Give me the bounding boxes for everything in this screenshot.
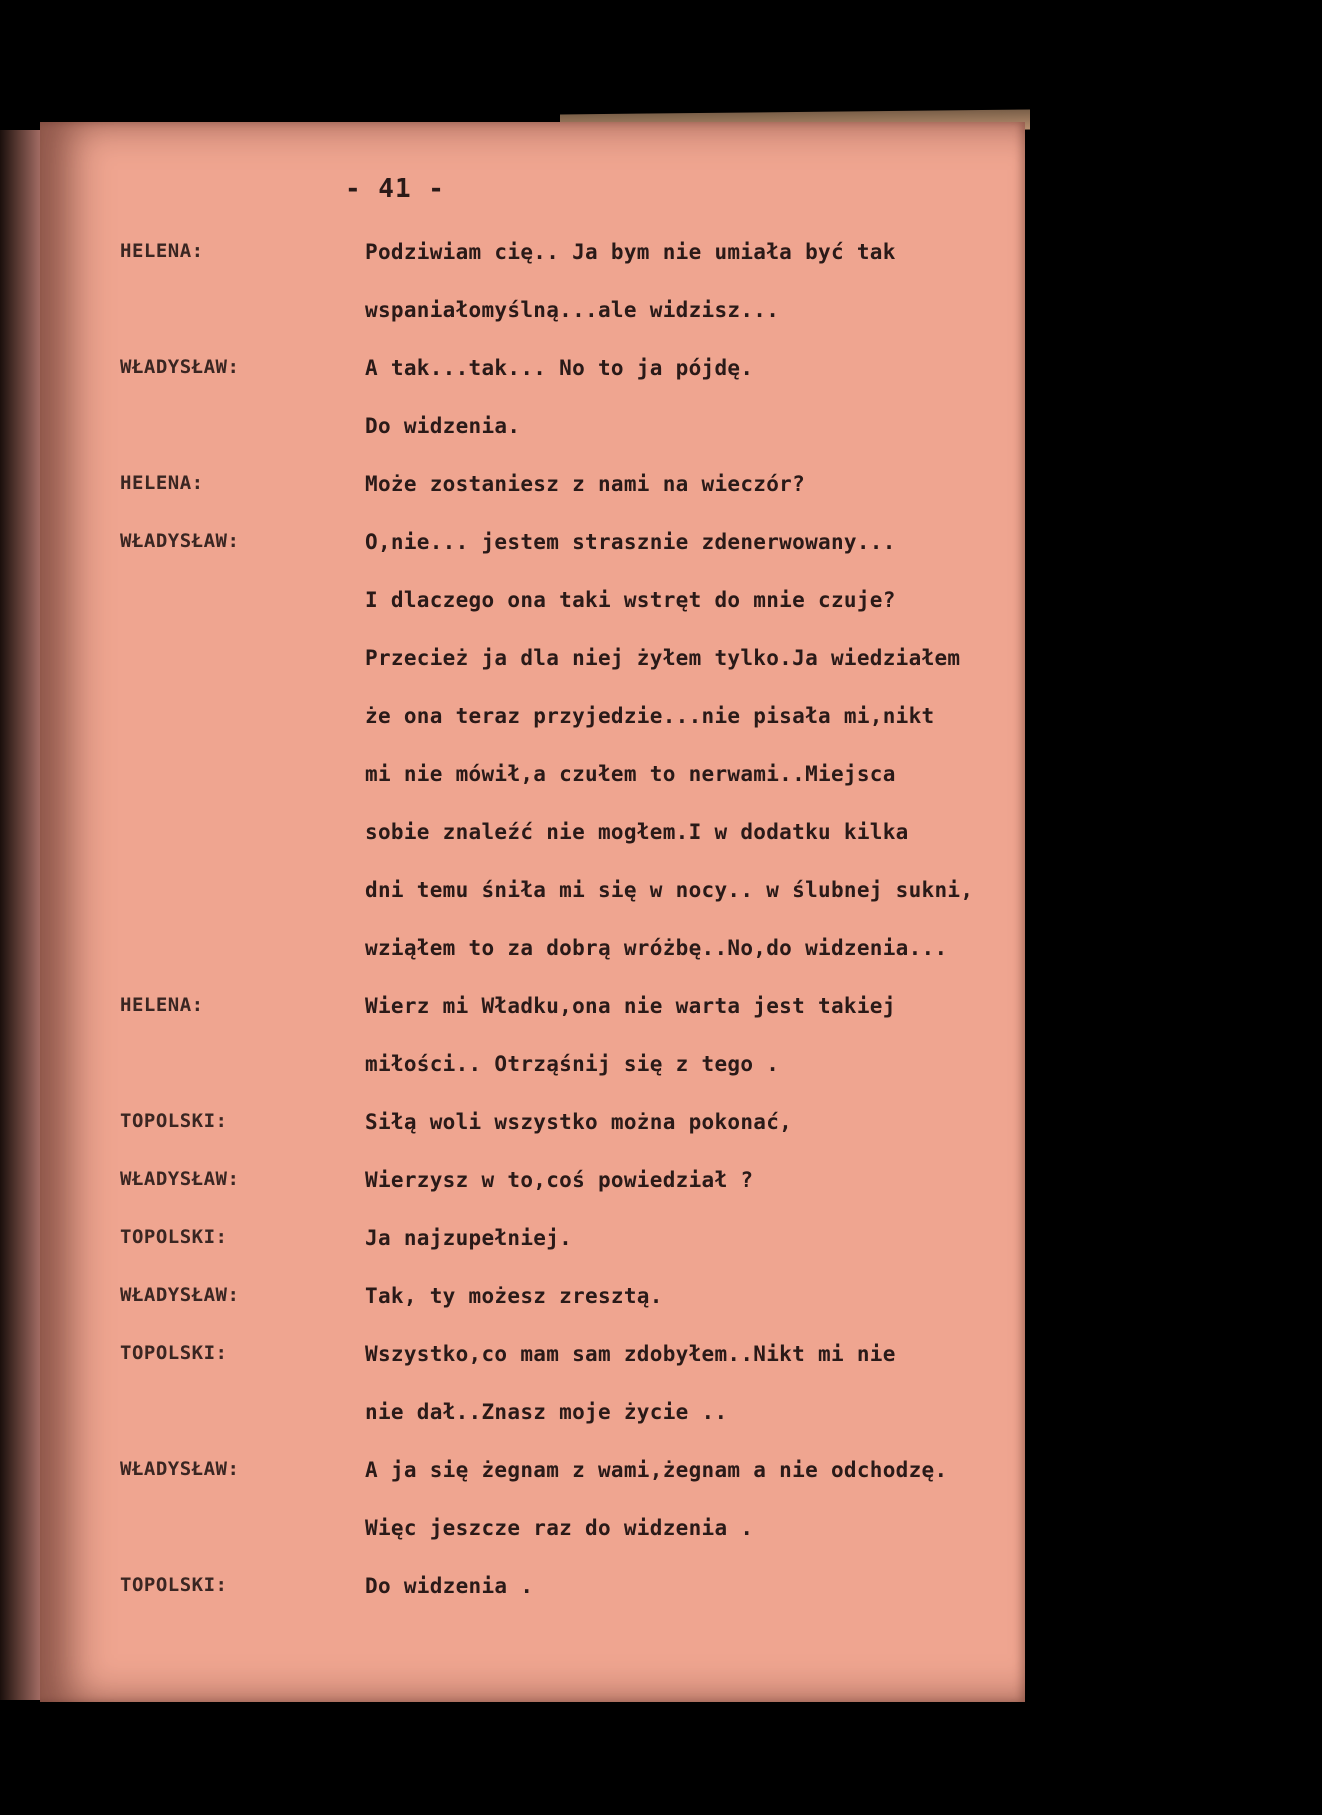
speaker-name: WŁADYSŁAW: <box>120 1168 240 1190</box>
dialogue-row <box>40 762 1025 802</box>
speaker-name: HELENA: <box>120 240 204 262</box>
speaker-name: HELENA: <box>120 472 204 494</box>
speaker-name: WŁADYSŁAW: <box>120 1284 240 1306</box>
dialogue-row <box>40 878 1025 918</box>
dialogue-line: Siłą woli wszystko można pokonać, <box>365 1110 793 1134</box>
dialogue-line: A ja się żegnam z wami,żegnam a nie odchodzę. <box>365 1458 948 1482</box>
speaker-name: TOPOLSKI: <box>120 1342 228 1364</box>
page-number: - 41 - <box>345 174 445 204</box>
dialogue-row <box>40 356 1025 396</box>
dialogue-line: wziąłem to za dobrą wróżbę..No,do widzenia... <box>365 936 948 960</box>
dialogue-line: dni temu śniła mi się w nocy.. w ślubnej sukni, <box>365 878 974 902</box>
dialogue-line: Wierz mi Władku,ona nie warta jest takiej <box>365 994 896 1018</box>
dialogue-row <box>40 1574 1025 1614</box>
speaker-name: WŁADYSŁAW: <box>120 1458 240 1480</box>
dialogue-row <box>40 298 1025 338</box>
dialogue-row <box>40 1458 1025 1498</box>
dialogue-line: Podziwiam cię.. Ja bym nie umiała być tak <box>365 240 896 264</box>
dialogue-line: mi nie mówił,a czułem to nerwami..Miejsca <box>365 762 896 786</box>
dialogue-line: sobie znaleźć nie mogłem.I w dodatku kilka <box>365 820 909 844</box>
dialogue-row <box>40 588 1025 628</box>
dialogue-row <box>40 936 1025 976</box>
dialogue-row <box>40 240 1025 280</box>
dialogue-line: Ja najzupełniej. <box>365 1226 573 1250</box>
dialogue-line: Przecież ja dla niej żyłem tylko.Ja wiedziałem <box>365 646 961 670</box>
dialogue-row <box>40 1284 1025 1324</box>
dialogue-row <box>40 414 1025 454</box>
speaker-name: TOPOLSKI: <box>120 1574 228 1596</box>
dialogue-line: Więc jeszcze raz do widzenia . <box>365 1516 754 1540</box>
dialogue-line: Do widzenia. <box>365 414 521 438</box>
dialogue-line: że ona teraz przyjedzie...nie pisała mi,nikt <box>365 704 935 728</box>
dialogue-line: Tak, ty możesz zresztą. <box>365 1284 663 1308</box>
dialogue-row <box>40 1168 1025 1208</box>
dialogue-line: wspaniałomyślną...ale widzisz... <box>365 298 780 322</box>
dialogue-row <box>40 1516 1025 1556</box>
dialogue-row <box>40 1342 1025 1382</box>
dialogue-row <box>40 994 1025 1034</box>
dialogue-line: nie dał..Znasz moje życie .. <box>365 1400 728 1424</box>
dialogue-row <box>40 1226 1025 1266</box>
dialogue-line: O,nie... jestem strasznie zdenerwowany... <box>365 530 896 554</box>
dialogue-line: Może zostaniesz z nami na wieczór? <box>365 472 806 496</box>
speaker-name: TOPOLSKI: <box>120 1226 228 1248</box>
dialogue-line: A tak...tak... No to ja pójdę. <box>365 356 754 380</box>
dialogue-line: Wszystko,co mam sam zdobyłem..Nikt mi nie <box>365 1342 896 1366</box>
dialogue-line: Wierzysz w to,coś powiedział ? <box>365 1168 754 1192</box>
dialogue-line: Do widzenia . <box>365 1574 534 1598</box>
dialogue-line: miłości.. Otrząśnij się z tego . <box>365 1052 780 1076</box>
dialogue-row <box>40 704 1025 744</box>
speaker-name: HELENA: <box>120 994 204 1016</box>
dialogue-row <box>40 1110 1025 1150</box>
dialogue-row <box>40 530 1025 570</box>
typewritten-page <box>40 122 1025 1702</box>
speaker-name: TOPOLSKI: <box>120 1110 228 1132</box>
dialogue-row <box>40 472 1025 512</box>
dialogue-row <box>40 820 1025 860</box>
speaker-name: WŁADYSŁAW: <box>120 530 240 552</box>
dialogue-row <box>40 646 1025 686</box>
dialogue-row <box>40 1400 1025 1440</box>
dialogue-line: I dlaczego ona taki wstręt do mnie czuje? <box>365 588 896 612</box>
dialogue-row <box>40 1052 1025 1092</box>
speaker-name: WŁADYSŁAW: <box>120 356 240 378</box>
